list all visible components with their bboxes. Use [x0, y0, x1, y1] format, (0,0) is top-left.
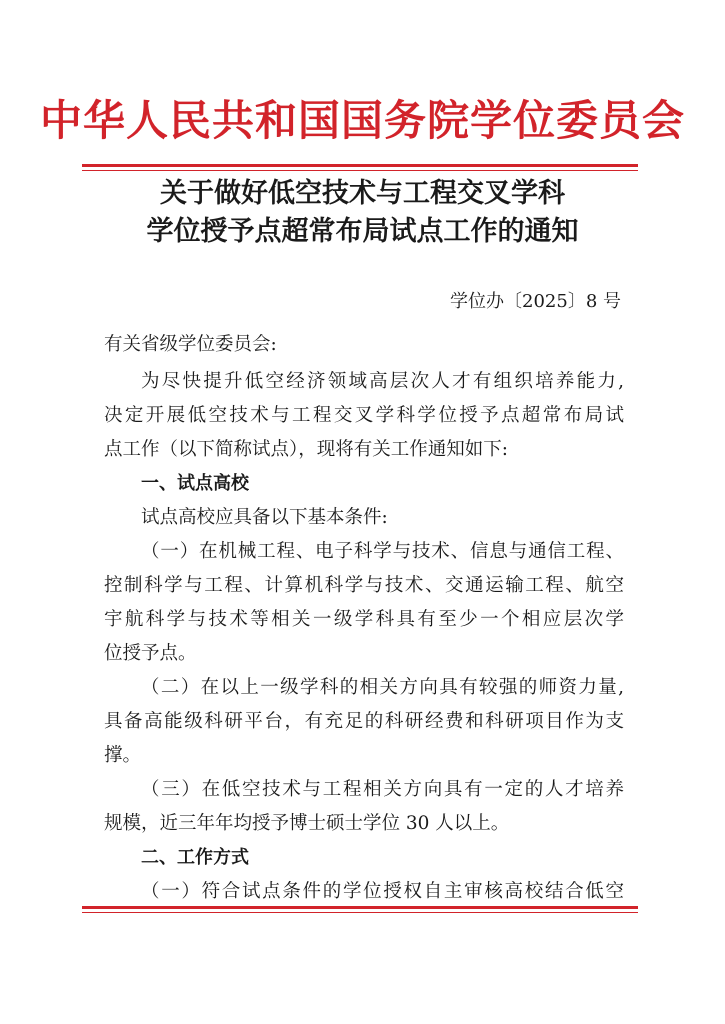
section-heading-pilot-universities: 一、试点高校 — [141, 473, 249, 494]
document-title-line-2: 学位授予点超常布局试点工作的通知 — [146, 216, 579, 247]
condition2-line: 具备高能级科研平台，有充足的科研经费和科研项目作为支 — [104, 711, 624, 732]
document-title-line-1: 关于做好低空技术与工程交叉学科 — [160, 178, 565, 209]
issuing-organization: 中华人民共和国国务院学位委员会 — [39, 96, 685, 145]
condition1-line: 位授予点。 — [104, 643, 197, 664]
document-number: 学位办〔2025〕8 号 — [450, 291, 621, 312]
condition3-line: 规模，近三年年均授予博士硕士学位 30 人以上。 — [104, 813, 510, 834]
section2-line: （一）符合试点条件的学位授权自主审核高校结合低空 — [141, 881, 624, 902]
condition2-line: 撑。 — [104, 745, 142, 766]
condition1-line: 宇航科学与技术等相关一级学科具有至少一个相应层次学 — [104, 609, 624, 630]
intro-line: 为尽快提升低空经济领域高层次人才有组织培养能力, — [141, 371, 624, 392]
condition1-line: （一）在机械工程、电子科学与技术、信息与通信工程、 — [141, 541, 624, 562]
intro-line: 点工作（以下简称试点），现将有关工作通知如下: — [104, 439, 508, 460]
section-heading-working-method: 二、工作方式 — [141, 847, 249, 868]
condition1-line: 控制科学与工程、计算机科学与技术、交通运输工程、航空 — [104, 575, 624, 596]
salutation: 有关省级学位委员会: — [104, 334, 277, 355]
condition2-line: （二）在以上一级学科的相关方向具有较强的师资力量, — [141, 677, 624, 698]
section1-lead: 试点高校应具备以下基本条件: — [141, 507, 388, 528]
header-red-rule — [82, 164, 638, 171]
footer-red-rule — [82, 906, 638, 913]
condition3-line: （三）在低空技术与工程相关方向具有一定的人才培养 — [141, 779, 624, 800]
intro-line: 决定开展低空技术与工程交叉学科学位授予点超常布局试 — [104, 405, 624, 426]
